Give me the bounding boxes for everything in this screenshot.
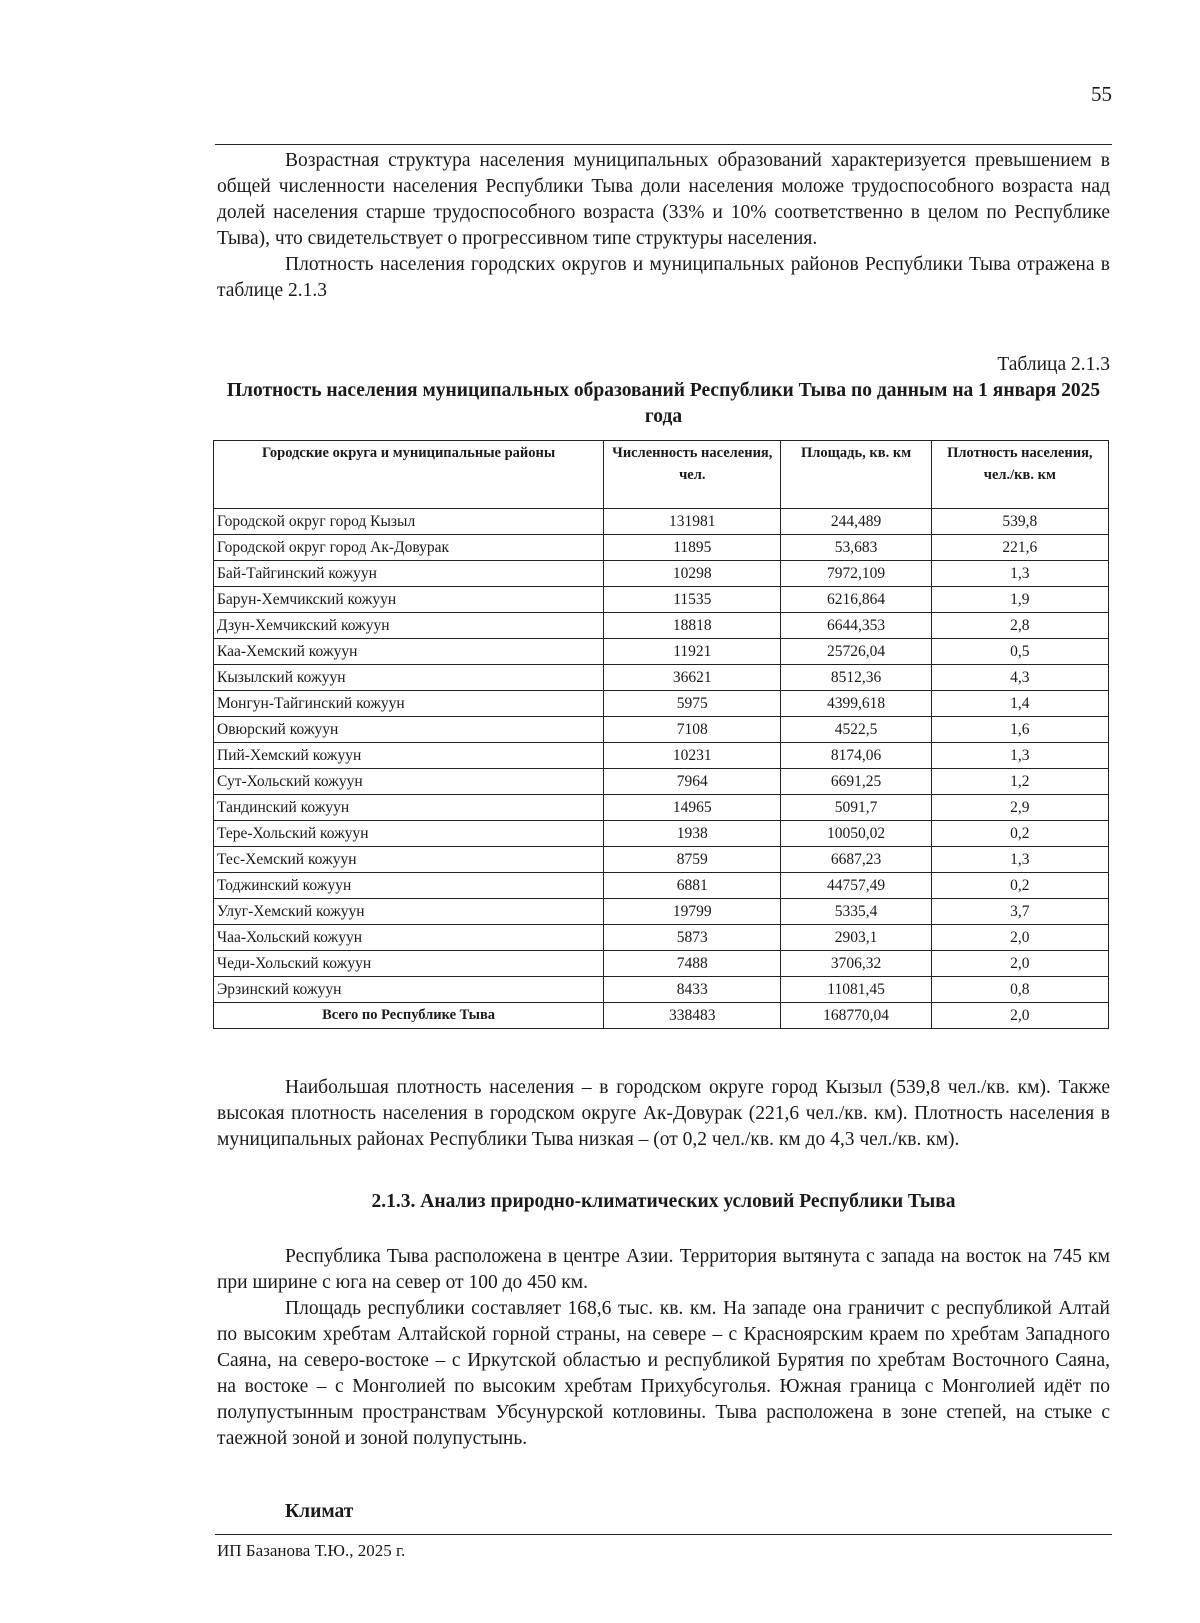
municipality-cell: Бай-Тайгинский кожуун (214, 561, 604, 587)
population-cell: 11921 (604, 639, 781, 665)
table-row (214, 951, 1109, 977)
municipality-cell: Пий-Хемский кожуун (214, 743, 604, 769)
municipality-cell: Тес-Хемский кожуун (214, 847, 604, 873)
density-cell: 1,9 (931, 587, 1108, 613)
table-row (214, 717, 1109, 743)
area-cell: 2903,1 (781, 925, 931, 951)
population-cell: 8433 (604, 977, 781, 1003)
footer-text: ИП Базанова Т.Ю., 2025 г. (217, 1541, 406, 1560)
table-row (214, 743, 1109, 769)
area-cell: 53,683 (781, 535, 931, 561)
population-cell: 14965 (604, 795, 781, 821)
table-row (214, 847, 1109, 873)
table-row (214, 535, 1109, 561)
density-cell: 2,9 (931, 795, 1108, 821)
population-cell: 5873 (604, 925, 781, 951)
area-cell: 10050,02 (781, 821, 931, 847)
municipality-cell: Городской округ город Кызыл (214, 509, 604, 535)
table-row (214, 613, 1109, 639)
density-cell: 3,7 (931, 899, 1108, 925)
population-cell: 338483 (604, 1003, 781, 1029)
population-cell: 6881 (604, 873, 781, 899)
density-cell: 2,0 (931, 1003, 1108, 1029)
table-title: Плотность населения муниципальных образований Республики Тыва по данным на 1 января 2025 года (226, 380, 1101, 427)
paragraph: Возрастная структура населения муниципальных образований характеризуется превышением в общей численности населения Республики Тыва доли населения моложе трудоспособного возраста над долей населения старше трудоспособного возраста (33% и 10% соответственно в целом по Республике Тыва), что свидетельствует о прогрессивном типе структуры населения. (217, 150, 1110, 249)
population-cell: 5975 (604, 691, 781, 717)
area-cell: 5335,4 (781, 899, 931, 925)
area-cell: 6691,25 (781, 769, 931, 795)
population-cell: 8759 (604, 847, 781, 873)
density-cell: 0,2 (931, 873, 1108, 899)
density-cell: 0,2 (931, 821, 1108, 847)
table-body (214, 509, 1109, 1029)
municipality-cell: Сут-Хольский кожуун (214, 769, 604, 795)
table-header-row (214, 441, 1109, 509)
area-cell: 4522,5 (781, 717, 931, 743)
table-row (214, 899, 1109, 925)
municipality-cell: Кызылский кожуун (214, 665, 604, 691)
population-cell: 19799 (604, 899, 781, 925)
geography-text (217, 1244, 1110, 1452)
area-cell: 244,489 (781, 509, 931, 535)
density-table (213, 440, 1109, 1029)
density-cell: 1,3 (931, 743, 1108, 769)
municipality-cell: Тере-Хольский кожуун (214, 821, 604, 847)
paragraph: Площадь республики составляет 168,6 тыс. кв. км. На западе она граничит с республикой Алтай по высоким хребтам Алтайской горной страны, на севере – с Красноярским краем по хребтам Западного Саяна, на северо-востоке – с Иркутской областью и республикой Бурятия по хребтам Восточного Саяна, на востоке – с Монголией по высоким хребтам Прихубсуголья. Южная граница с Монголией идёт по полупустынным пространствам Убсунурской котловины. Тыва расположена в зоне степей, на стыке с таежной зоной и зоной полупустынь. (217, 1298, 1110, 1449)
paragraph: Плотность населения городских округов и муниципальных районов Республики Тыва отражена в таблице 2.1.3 (217, 254, 1110, 301)
population-cell: 131981 (604, 509, 781, 535)
table-row (214, 977, 1109, 1003)
density-cell: 2,8 (931, 613, 1108, 639)
table-row (214, 509, 1109, 535)
area-cell: 3706,32 (781, 951, 931, 977)
municipality-cell: Городской округ город Ак-Довурак (214, 535, 604, 561)
municipality-cell: Чеди-Хольский кожуун (214, 951, 604, 977)
density-cell: 2,0 (931, 951, 1108, 977)
area-cell: 6687,23 (781, 847, 931, 873)
column-header: Городские округа и муниципальные районы (214, 441, 604, 509)
population-cell: 1938 (604, 821, 781, 847)
density-cell: 1,6 (931, 717, 1108, 743)
density-cell: 0,5 (931, 639, 1108, 665)
header-rule (215, 144, 1112, 145)
municipality-cell: Тандинский кожуун (214, 795, 604, 821)
population-cell: 10231 (604, 743, 781, 769)
population-cell: 7108 (604, 717, 781, 743)
column-header: Площадь, кв. км (781, 441, 931, 509)
table-row (214, 795, 1109, 821)
paragraph: Наибольшая плотность населения – в городском округе город Кызыл (539,8 чел./кв. км). Также высокая плотность населения в городском округе Ак-Довурак (221,6 чел./кв. км). Плотность населения в муниципальных районах Республики Тыва низкая – (от 0,2 чел./кв. км до 4,3 чел./кв. км). (217, 1077, 1110, 1150)
municipality-cell: Дзун-Хемчикский кожуун (214, 613, 604, 639)
area-cell: 168770,04 (781, 1003, 931, 1029)
density-cell: 0,8 (931, 977, 1108, 1003)
density-cell: 1,3 (931, 561, 1108, 587)
footer-rule (215, 1534, 1112, 1535)
density-cell: 1,3 (931, 847, 1108, 873)
intro-text (217, 148, 1110, 304)
paragraph: Республика Тыва расположена в центре Азии. Территория вытянута с запада на восток на 745 км при ширине с юга на север от 100 до 450 км. (217, 1246, 1110, 1293)
area-cell: 6644,353 (781, 613, 931, 639)
table-row (214, 821, 1109, 847)
population-cell: 36621 (604, 665, 781, 691)
page-number: 55 (1091, 82, 1112, 106)
area-cell: 8174,06 (781, 743, 931, 769)
population-cell: 11535 (604, 587, 781, 613)
municipality-cell: Улуг-Хемский кожуун (214, 899, 604, 925)
column-header: Численность населения, чел. (604, 441, 781, 509)
municipality-cell: Овюрский кожуун (214, 717, 604, 743)
table-row (214, 639, 1109, 665)
population-cell: 18818 (604, 613, 781, 639)
table-row (214, 925, 1109, 951)
density-cell: 221,6 (931, 535, 1108, 561)
column-header: Плотность населения, чел./кв. км (931, 441, 1108, 509)
municipality-cell: Чаа-Хольский кожуун (214, 925, 604, 951)
municipality-cell: Барун-Хемчикский кожуун (214, 587, 604, 613)
table-total-row (214, 1003, 1109, 1029)
area-cell: 7972,109 (781, 561, 931, 587)
municipality-cell: Каа-Хемский кожуун (214, 639, 604, 665)
area-cell: 11081,45 (781, 977, 931, 1003)
area-cell: 4399,618 (781, 691, 931, 717)
municipality-cell: Монгун-Тайгинский кожуун (214, 691, 604, 717)
density-cell: 1,4 (931, 691, 1108, 717)
area-cell: 5091,7 (781, 795, 931, 821)
municipality-cell: Эрзинский кожуун (214, 977, 604, 1003)
population-cell: 11895 (604, 535, 781, 561)
population-cell: 7964 (604, 769, 781, 795)
table-row (214, 561, 1109, 587)
area-cell: 6216,864 (781, 587, 931, 613)
density-cell: 4,3 (931, 665, 1108, 691)
table-row (214, 587, 1109, 613)
area-cell: 8512,36 (781, 665, 931, 691)
density-cell: 2,0 (931, 925, 1108, 951)
density-cell: 1,2 (931, 769, 1108, 795)
area-cell: 25726,04 (781, 639, 931, 665)
table-row (214, 665, 1109, 691)
table-row (214, 691, 1109, 717)
climate-heading: Климат (285, 1501, 354, 1522)
area-cell: 44757,49 (781, 873, 931, 899)
municipality-cell: Тоджинский кожуун (214, 873, 604, 899)
municipality-cell: Всего по Республике Тыва (214, 1003, 604, 1029)
table-row (214, 873, 1109, 899)
population-cell: 10298 (604, 561, 781, 587)
density-summary (217, 1075, 1110, 1153)
population-cell: 7488 (604, 951, 781, 977)
section-heading: 2.1.3. Анализ природно-климатических условий Республики Тыва (371, 1191, 956, 1212)
table-caption: Таблица 2.1.3 (997, 354, 1110, 375)
table-row (214, 769, 1109, 795)
density-cell: 539,8 (931, 509, 1108, 535)
